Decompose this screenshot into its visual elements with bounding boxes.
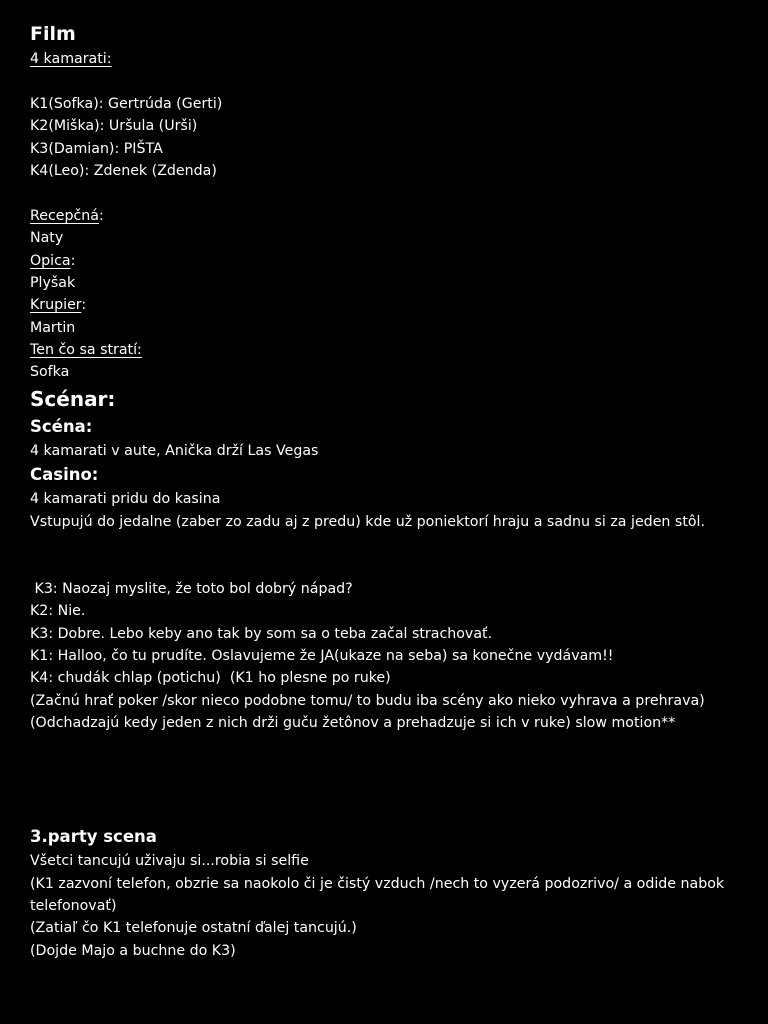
role-label-suffix: : [81,297,87,314]
blank-line [30,533,730,555]
friend-line: K4(Leo): Zdenek (Zdenda) [30,162,217,179]
scenario-heading: Scénar: [30,386,116,411]
party-line: (Dojde Majo a buchne do K3) [30,942,236,959]
scene-text: 4 kamarati v aute, Anička drží Las Vegas [30,442,319,459]
role-label: Opica [30,252,71,269]
friend-line: K2(Miška): Uršula (Urši) [30,118,198,135]
note-title: Film [30,23,76,45]
friend-line: K3(Damian): PIŠTA [30,140,163,157]
role-label-suffix: : [98,207,104,224]
role-label-line [30,250,730,272]
role-label: Recepčná [30,207,99,224]
friend-line: K1(Sofka): Gertrúda (Gerti) [30,95,223,112]
casino-heading: Casino: [30,465,99,485]
blank-line [30,735,730,757]
dialogue-line: (Odchadzajú kedy jeden z nich drži guču žetônov a prehadzuje si ich v ruke) slow motion** [30,715,676,732]
role-name: Martin [30,319,76,336]
blank-line [30,70,730,92]
role-label-line [30,339,730,361]
casino-line: 4 kamarati pridu do kasina [30,491,221,508]
dialogue-line: (Začnú hrať poker /skor nieco podobne tomu/ to budu iba scény ako nieko vyhrava a prehrava) [30,692,705,709]
role-label: Ten čo sa stratí: [30,342,142,359]
party-line: (K1 zazvoní telefon, obzrie sa naokolo či je čistý vzduch /nech to vyzerá podozrivo/ a odide nabok telefonovať) [30,875,725,914]
party-heading: 3.party scena [30,827,157,847]
scene-heading: Scéna: [30,416,93,436]
role-name: Sofka [30,364,70,381]
dialogue-line: K1: Halloo, čo tu prudíte. Oslavujeme že JA(ukaze na seba) sa konečne vydávam!! [30,647,614,664]
dialogue-line: K4: chudák chlap (potichu) (K1 ho plesne po ruke) [30,670,391,687]
role-label-line [30,205,730,227]
friends-heading: 4 kamarati: [30,51,112,67]
role-label: Krupier [30,297,82,314]
blank-line [30,779,730,801]
note-document[interactable] [30,20,730,962]
party-line: (Zatiaľ čo K1 telefonuje ostatní ďalej tancujú.) [30,920,357,937]
role-label-line [30,294,730,316]
casino-line: Vstupujú do jedalne (zaber zo zadu aj z predu) kde už poniektorí hraju a sadnu si za jeden stôl. [30,513,706,530]
blank-line [30,757,730,779]
role-name: Naty [30,230,64,247]
role-label-suffix: : [70,252,76,269]
dialogue-line: K3: Naozaj myslite, že toto bol dobrý nápad? [30,580,353,597]
blank-line [30,555,730,577]
party-line: Všetci tancujú uživaju si...robia si selfie [30,853,309,870]
role-name: Plyšak [30,274,76,291]
blank-line [30,802,730,824]
dialogue-line: K3: Dobre. Lebo keby ano tak by som sa o teba začal strachovať. [30,625,493,642]
blank-line [30,182,730,204]
dialogue-line: K2: Nie. [30,603,86,620]
